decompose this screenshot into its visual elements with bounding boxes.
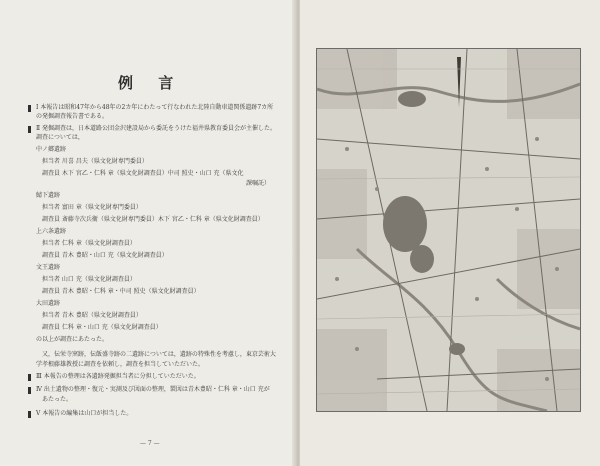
text-line: 担当者 川喜 昌夫（県文化財専門委員） [42, 158, 148, 165]
left-page [0, 0, 296, 466]
text-line: 鯖下遺跡 [36, 192, 61, 199]
text-line: 調査員 斎藤寺次兵衛（県文化財専門委員）木下 宮乙・仁科 章（県文化財調査員） [42, 216, 264, 223]
text-line: 上六条遺跡 [36, 228, 67, 235]
text-line: 担当者 仁科 章（県文化財調査員） [42, 240, 136, 247]
page-number: — 7 — [140, 440, 160, 447]
text-line: Ⅱ 発掘調査は，日本道路公団金沢建設局から委託をうけた福井県教育委員会が主催した。 [36, 125, 276, 132]
text-line: 担当者 富田 章（県文化財専門委員） [42, 204, 142, 211]
text-line: Ⅲ 本報告の整理は各遺跡発掘担当者に分担していただいた。 [36, 373, 200, 380]
text-line: Ⅰ 本報告は昭和47年から48年の2カ年にわたって行なわれた北陸自動車道関係遺跡7カ所 [36, 104, 274, 111]
text-line: 担当者 青木 豊昭（県文化財調査員） [42, 312, 142, 319]
text-line: 調査員 木下 宮乙・仁科 章（県文化財調査員）中司 照史・山口 充（県文化 [42, 170, 244, 177]
section-marker [28, 411, 31, 418]
text-line: の発掘調査報告書である。 [36, 113, 109, 120]
right-page [300, 0, 600, 466]
section-marker [28, 387, 31, 394]
text-line: Ⅴ 本報告の編集は山口が担当した。 [36, 410, 133, 417]
section-marker [28, 126, 31, 133]
text-line: 調査員 仁科 章・山口 充（県文化財調査員） [42, 324, 162, 331]
text-line: あたった。 [42, 396, 73, 403]
section-marker [28, 105, 31, 112]
text-line: 調査員 青木 豊昭・山口 充（県文化財調査員） [42, 252, 168, 259]
map-illustration [317, 49, 580, 411]
text-line: 調査については， [36, 134, 84, 141]
text-line: 担当者 山口 充（県文化財調査員） [42, 276, 136, 283]
text-line: 課嘱託） [246, 180, 271, 187]
text-line: 大田遺跡 [36, 300, 61, 307]
text-line: 文王遺跡 [36, 264, 61, 271]
section-marker [28, 374, 31, 381]
page-title: 例 言 [118, 74, 184, 92]
map-figure [316, 48, 581, 412]
text-line: 中ノ郷遺跡 [36, 146, 67, 153]
text-line: 調査員 青木 豊昭・仁科 章・中司 照史（県文化財調査員） [42, 288, 200, 295]
text-line: 学孝根藤雄教授に調査を依頼し，調査を担当していただいた。 [36, 361, 205, 368]
text-line: の以上が調査にあたった。 [36, 336, 109, 343]
text-line: Ⅳ 出土遺物の整理・復元・実測及び図面の整理，製図は青木豊昭・仁科 章・山口 充が [36, 386, 270, 393]
text-line: 又，伝栄寺窯跡，伝飯盛寺跡の二遺跡については，遺跡の特殊性を考慮し，東京芸術大 [42, 351, 276, 358]
